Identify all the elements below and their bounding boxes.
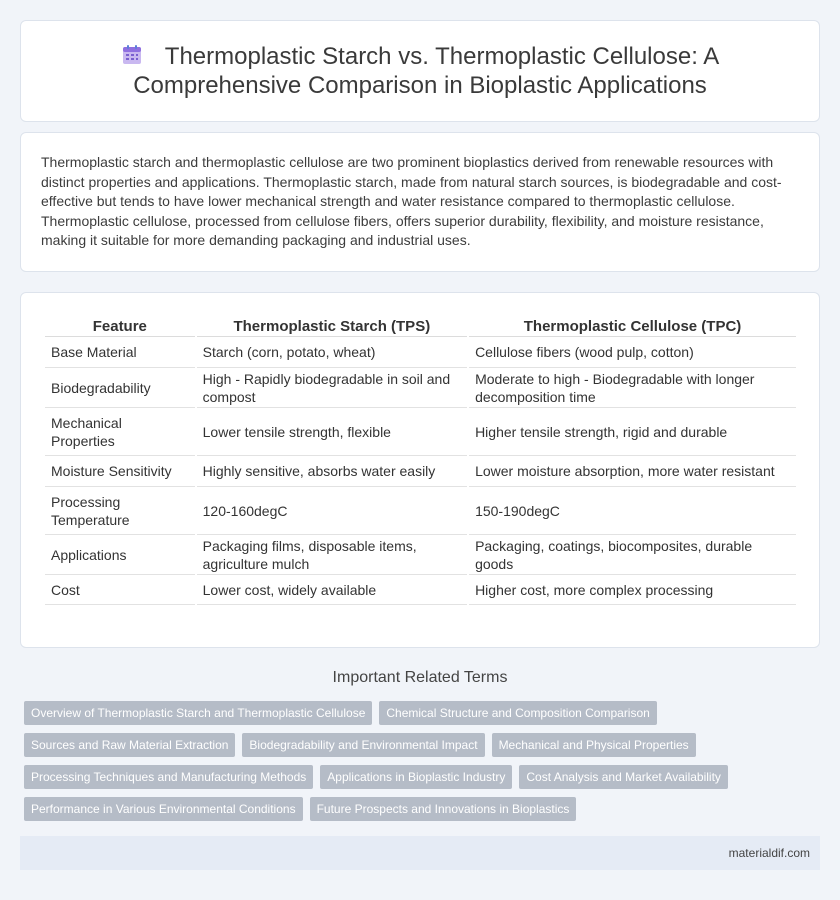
row-tpc-value: Packaging, coatings, biocomposites, durable goods bbox=[469, 535, 796, 575]
row-tps-value: High - Rapidly biodegradable in soil and compost bbox=[197, 368, 467, 408]
related-terms-heading: Important Related Terms bbox=[332, 669, 508, 686]
row-tps-value: Lower cost, widely available bbox=[197, 575, 467, 605]
row-feature: Base Material bbox=[45, 337, 195, 368]
tag-row bbox=[24, 765, 824, 789]
header-tpc: Thermoplastic Cellulose (TPC) bbox=[469, 315, 796, 337]
related-term-tag[interactable]: Future Prospects and Innovations in Bioplastics bbox=[310, 797, 577, 821]
row-tps-value: Lower tensile strength, flexible bbox=[197, 408, 467, 456]
related-term-tag[interactable]: Processing Techniques and Manufacturing Methods bbox=[24, 765, 313, 789]
footer bbox=[20, 836, 820, 870]
related-term-tag[interactable]: Performance in Various Environmental Conditions bbox=[24, 797, 303, 821]
row-feature: Biodegradability bbox=[45, 368, 195, 408]
row-tps-value: Packaging films, disposable items, agriculture mulch bbox=[197, 535, 467, 575]
row-tpc-value: Moderate to high - Biodegradable with longer decomposition time bbox=[469, 368, 796, 408]
row-tpc-value: Cellulose fibers (wood pulp, cotton) bbox=[469, 337, 796, 368]
title-card bbox=[20, 20, 820, 122]
row-tpc-value: Higher tensile strength, rigid and durable bbox=[469, 408, 796, 456]
related-term-tag[interactable]: Biodegradability and Environmental Impact bbox=[242, 733, 484, 757]
row-tpc-value: Higher cost, more complex processing bbox=[469, 575, 796, 605]
tag-row bbox=[24, 797, 824, 821]
row-feature: Processing Temperature bbox=[45, 487, 195, 535]
related-term-tag[interactable]: Chemical Structure and Composition Comparison bbox=[379, 701, 656, 725]
row-tps-value: Starch (corn, potato, wheat) bbox=[197, 337, 467, 368]
intro-card bbox=[20, 132, 820, 272]
row-feature: Mechanical Properties bbox=[45, 408, 195, 456]
related-term-tag[interactable]: Applications in Bioplastic Industry bbox=[320, 765, 512, 789]
row-tpc-value: Lower moisture absorption, more water resistant bbox=[469, 456, 796, 487]
related-term-tag[interactable]: Overview of Thermoplastic Starch and Thermoplastic Cellulose bbox=[24, 701, 372, 725]
table-row bbox=[45, 487, 796, 535]
header-tps: Thermoplastic Starch (TPS) bbox=[197, 315, 467, 337]
row-feature: Moisture Sensitivity bbox=[45, 456, 195, 487]
related-terms-tags bbox=[24, 701, 824, 829]
page-title bbox=[70, 42, 770, 100]
row-feature: Cost bbox=[45, 575, 195, 605]
row-tps-value: Highly sensitive, absorbs water easily bbox=[197, 456, 467, 487]
related-term-tag[interactable]: Cost Analysis and Market Availability bbox=[519, 765, 728, 789]
row-tps-value: 120-160degC bbox=[197, 487, 467, 535]
row-tpc-value: 150-190degC bbox=[469, 487, 796, 535]
related-term-tag[interactable]: Sources and Raw Material Extraction bbox=[24, 733, 235, 757]
tag-row bbox=[24, 733, 824, 757]
tag-row bbox=[24, 701, 824, 725]
table-header-row bbox=[45, 315, 796, 337]
table-row bbox=[45, 575, 796, 605]
table-row bbox=[45, 408, 796, 456]
table-row bbox=[45, 337, 796, 368]
page-title-text: Thermoplastic Starch vs. Thermoplastic Cellulose: A Comprehensive Comparison in Bioplastic Applications bbox=[133, 43, 720, 99]
header-feature: Feature bbox=[45, 315, 195, 337]
table-row bbox=[45, 535, 796, 575]
calendar-icon bbox=[121, 44, 143, 66]
intro-paragraph: Thermoplastic starch and thermoplastic cellulose are two prominent bioplastics derived from renewable resources with distinct properties and applications. Thermoplastic starch, made from natural starch sources, is biodegradable and cost-effective but tends to have lower mechanical strength and water resistance compared to thermoplastic cellulose. Thermoplastic cellulose, processed from cellulose fibers, offers superior durability, flexibility, and moisture resistance, making it suitable for more demanding packaging and industrial uses. bbox=[41, 154, 782, 248]
table-row bbox=[45, 368, 796, 408]
comparison-card bbox=[20, 292, 820, 648]
row-feature: Applications bbox=[45, 535, 195, 575]
comparison-table bbox=[43, 315, 798, 605]
footer-site-link[interactable]: materialdif.com bbox=[728, 846, 810, 860]
table-row bbox=[45, 456, 796, 487]
related-term-tag[interactable]: Mechanical and Physical Properties bbox=[492, 733, 696, 757]
